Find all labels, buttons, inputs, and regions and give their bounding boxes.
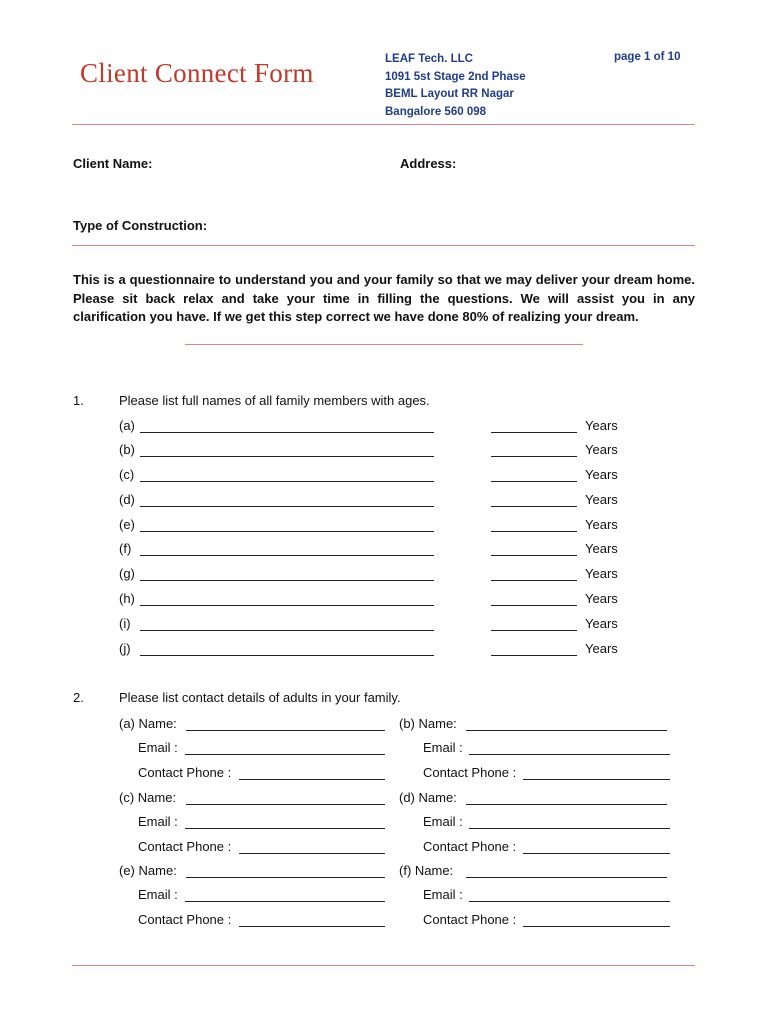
- family-member-label: (c): [119, 467, 135, 482]
- family-member-label: (a): [119, 418, 135, 433]
- family-member-name-field[interactable]: [140, 456, 434, 457]
- q1-number: 1.: [73, 393, 84, 408]
- family-member-age-field[interactable]: [491, 655, 577, 656]
- email-field[interactable]: [469, 828, 670, 829]
- years-label: Years: [585, 541, 618, 556]
- years-label: Years: [585, 591, 618, 606]
- family-member-name-field[interactable]: [140, 630, 434, 631]
- company-area: BEML Layout RR Nagar: [385, 88, 514, 100]
- family-member-age-field[interactable]: [491, 580, 577, 581]
- email-field[interactable]: [185, 754, 385, 755]
- family-member-age-field[interactable]: [491, 555, 577, 556]
- q2-text: Please list contact details of adults in your family.: [119, 690, 401, 705]
- company-name: LEAF Tech. LLC: [385, 53, 473, 65]
- adult-name-field[interactable]: [466, 730, 667, 731]
- email-field[interactable]: [185, 901, 385, 902]
- family-member-name-field[interactable]: [140, 531, 434, 532]
- adult-name-label: (f) Name:: [399, 863, 454, 878]
- family-member-name-field[interactable]: [140, 655, 434, 656]
- family-member-label: (i): [119, 616, 131, 631]
- family-member-age-field[interactable]: [491, 531, 577, 532]
- years-label: Years: [585, 517, 618, 532]
- adult-name-field[interactable]: [186, 730, 385, 731]
- family-member-name-field[interactable]: [140, 481, 434, 482]
- family-member-age-field[interactable]: [491, 630, 577, 631]
- years-label: Years: [585, 492, 618, 507]
- contact-phone-label: Contact Phone :: [138, 912, 232, 927]
- years-label: Years: [585, 467, 618, 482]
- adult-name-label: (d) Name:: [399, 790, 457, 805]
- contact-phone-label: Contact Phone :: [138, 765, 232, 780]
- contact-phone-label: Contact Phone :: [423, 912, 517, 927]
- family-member-label: (j): [119, 641, 131, 656]
- family-member-age-field[interactable]: [491, 432, 577, 433]
- construction-type-label: Type of Construction:: [73, 218, 208, 233]
- adult-name-field[interactable]: [466, 877, 667, 878]
- page-number: page 1 of 10: [614, 51, 681, 63]
- adult-name-label: (b) Name:: [399, 716, 457, 731]
- family-member-name-field[interactable]: [140, 580, 434, 581]
- contact-phone-field[interactable]: [523, 779, 670, 780]
- email-field[interactable]: [185, 828, 385, 829]
- email-label: Email :: [138, 740, 178, 755]
- email-label: Email :: [423, 740, 463, 755]
- adult-name-field[interactable]: [466, 804, 667, 805]
- fields-divider: [72, 245, 695, 246]
- adult-name-field[interactable]: [186, 877, 385, 878]
- contact-phone-label: Contact Phone :: [423, 765, 517, 780]
- adult-name-label: (c) Name:: [119, 790, 177, 805]
- intro-divider: [185, 344, 583, 345]
- years-label: Years: [585, 418, 618, 433]
- years-label: Years: [585, 641, 618, 656]
- years-label: Years: [585, 616, 618, 631]
- family-member-label: (d): [119, 492, 135, 507]
- client-name-label: Client Name:: [73, 156, 153, 171]
- family-member-name-field[interactable]: [140, 605, 434, 606]
- contact-phone-label: Contact Phone :: [423, 839, 517, 854]
- family-member-name-field[interactable]: [140, 506, 434, 507]
- family-member-age-field[interactable]: [491, 456, 577, 457]
- contact-phone-field[interactable]: [239, 853, 385, 854]
- company-address: [385, 51, 526, 121]
- company-street: 1091 5st Stage 2nd Phase: [385, 70, 526, 83]
- adult-name-label: (a) Name:: [119, 716, 177, 731]
- family-member-label: (h): [119, 591, 135, 606]
- contact-phone-field[interactable]: [523, 926, 670, 927]
- years-label: Years: [585, 442, 618, 457]
- family-member-label: (b): [119, 442, 135, 457]
- family-member-age-field[interactable]: [491, 605, 577, 606]
- family-member-label: (f): [119, 541, 132, 556]
- family-member-label: (g): [119, 566, 135, 581]
- email-field[interactable]: [469, 901, 670, 902]
- form-title: Client Connect Form: [80, 58, 314, 88]
- years-label: Years: [585, 566, 618, 581]
- intro-paragraph: This is a questionnaire to understand you and your family so that we may deliver your dream home. Please sit back relax and take your time in filling the questions. We will assist you in any clarification you have. If we get this step correct we have done 80% of realizing your dream.: [73, 272, 695, 324]
- contact-phone-field[interactable]: [239, 779, 385, 780]
- contact-phone-field[interactable]: [523, 853, 670, 854]
- email-label: Email :: [423, 887, 463, 902]
- family-member-label: (e): [119, 517, 135, 532]
- q2-number: 2.: [73, 690, 84, 705]
- q1-text: Please list full names of all family members with ages.: [119, 393, 430, 408]
- email-label: Email :: [423, 814, 463, 829]
- email-label: Email :: [138, 814, 178, 829]
- family-member-age-field[interactable]: [491, 506, 577, 507]
- contact-phone-label: Contact Phone :: [138, 839, 232, 854]
- family-member-age-field[interactable]: [491, 481, 577, 482]
- adult-name-label: (e) Name:: [119, 863, 177, 878]
- email-label: Email :: [138, 887, 178, 902]
- email-field[interactable]: [469, 754, 670, 755]
- address-label: Address:: [400, 156, 457, 171]
- footer-divider: [72, 965, 695, 966]
- family-member-name-field[interactable]: [140, 432, 434, 433]
- contact-phone-field[interactable]: [239, 926, 385, 927]
- company-city: Bangalore 560 098: [385, 105, 487, 118]
- adult-name-field[interactable]: [186, 804, 385, 805]
- family-member-name-field[interactable]: [140, 555, 434, 556]
- header-divider: [72, 124, 695, 125]
